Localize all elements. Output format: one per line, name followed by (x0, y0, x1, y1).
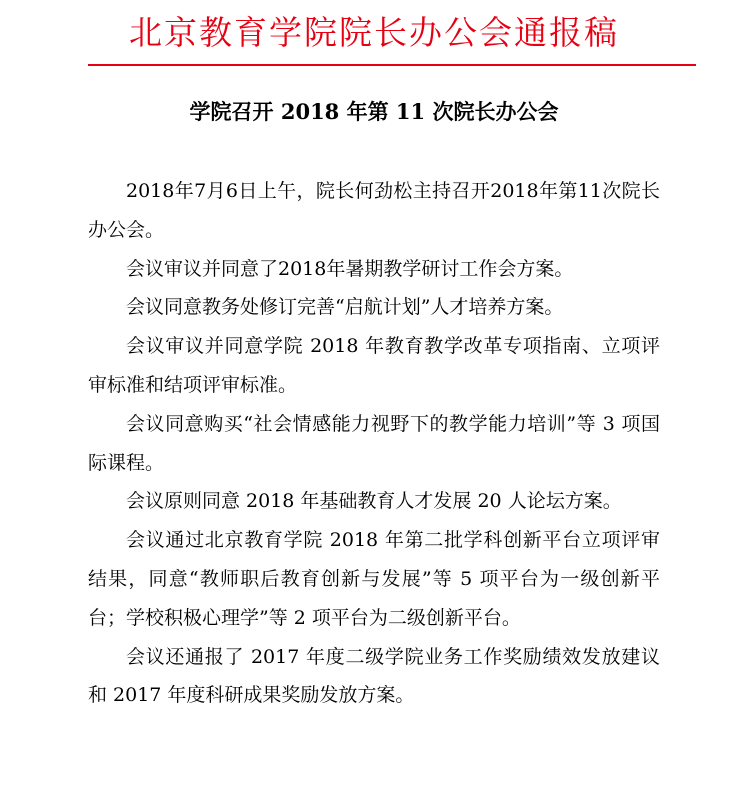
paragraph: 2018年7月6日上午，院长何劲松主持召开2018年第11次院长办公会。 (88, 180, 660, 241)
paragraph: 会议同意教务处修订完善“启航计划”人才培养方案。 (126, 296, 564, 319)
document-title: 学院召开 2018 年第 11 次院长办公会 (189, 99, 559, 124)
paragraph: 会议通过北京教育学院 2018 年第二批学科创新平台立项评审结果，同意“教师职后教育创新与发展”等 5 项平台为一级创新平台；学校积极心理学”等 2 项平台为二级创新平台。 (88, 529, 660, 629)
document-body (88, 172, 660, 715)
masthead-title: 北京教育学院院长办公会通报稿 (129, 13, 619, 52)
paragraph: 会议审议并同意学院 2018 年教育教学改革专项指南、立项评审标准和结项评审标准。 (88, 335, 660, 396)
paragraph: 会议审议并同意了2018年暑期教学研讨工作会方案。 (126, 257, 574, 280)
paragraph: 会议同意购买“社会情感能力视野下的教学能力培训”等 3 项国际课程。 (88, 412, 660, 474)
paragraph: 会议原则同意 2018 年基础教育人才发展 20 人论坛方案。 (126, 490, 622, 513)
masthead-divider (88, 64, 696, 66)
paragraph: 会议还通报了 2017 年度二级学院业务工作奖励绩效发放建议和 2017 年度科研成果奖励发放方案。 (88, 645, 660, 707)
